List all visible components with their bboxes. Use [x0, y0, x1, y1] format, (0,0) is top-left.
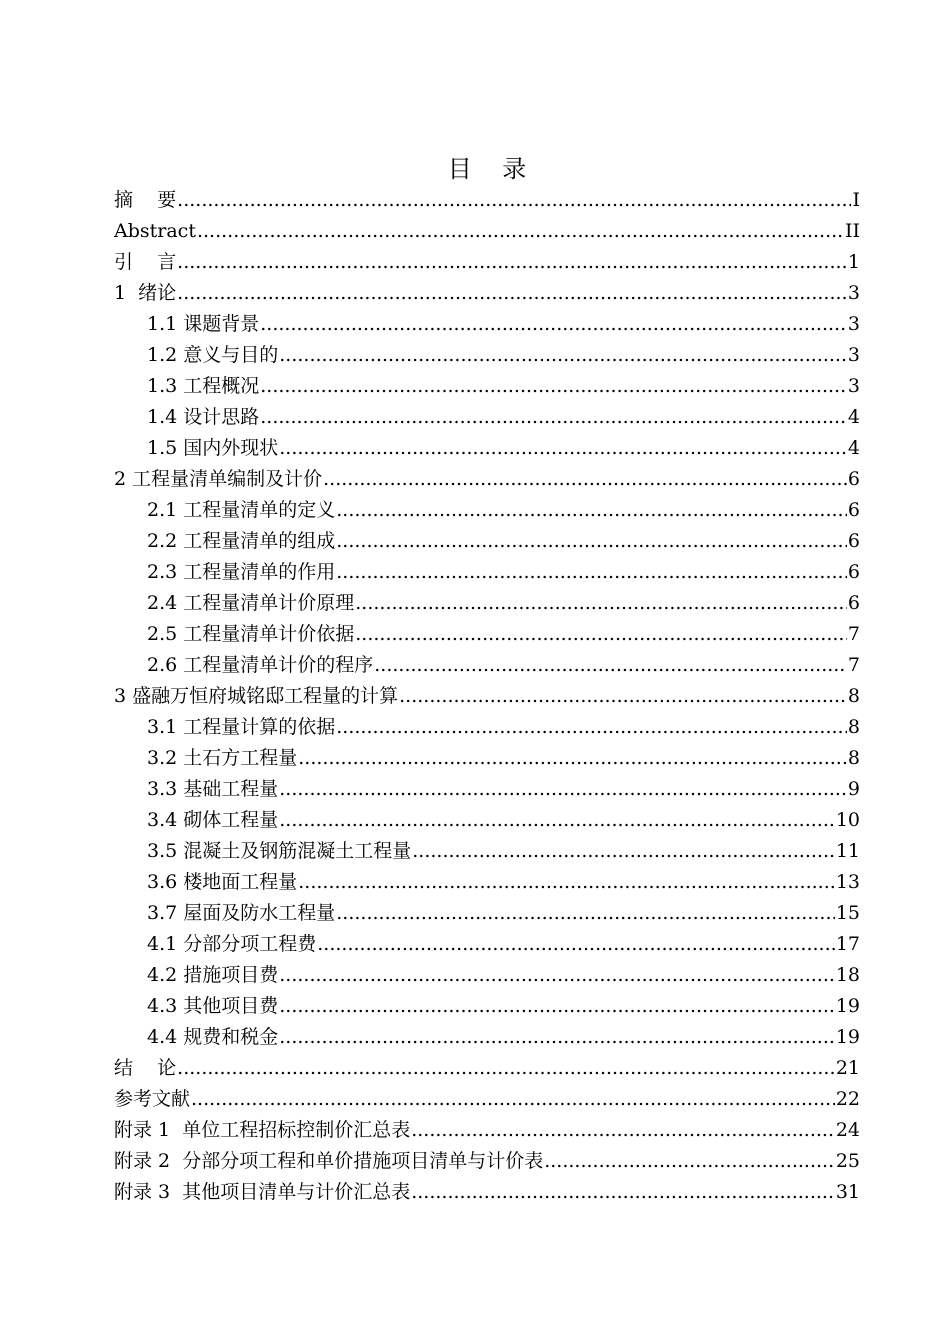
toc-entry-page-number: 6: [847, 468, 860, 490]
toc-entry-label: 1.3 工程概况: [147, 375, 260, 397]
toc-entry-label: 3.4 砌体工程量: [147, 809, 279, 831]
toc-entry-label: 1.4 设计思路: [147, 406, 260, 428]
toc-dot-leader: [399, 681, 847, 712]
toc-entry-page-number: 3: [847, 375, 860, 397]
toc-entry[interactable]: [114, 681, 860, 712]
toc-entry-label: 附录 2 分部分项工程和单价措施项目清单与计价表: [114, 1150, 544, 1172]
toc-entry-page-number: 3: [847, 344, 860, 366]
toc-entry-label: 2.3 工程量清单的作用: [147, 561, 336, 583]
toc-entry-label: 3.5 混凝土及钢筋混凝土工程量: [147, 840, 412, 862]
toc-entry-label: 摘 要: [114, 189, 177, 211]
toc-dot-leader: [336, 557, 847, 588]
toc-dot-leader: [336, 712, 847, 743]
toc-entry-label: 参考文献: [114, 1088, 191, 1110]
toc-dot-leader: [317, 929, 835, 960]
toc-dot-leader: [279, 1022, 835, 1053]
toc-dot-leader: [197, 216, 844, 247]
toc-entry-page-number: 18: [835, 964, 860, 986]
toc-entry[interactable]: [114, 402, 860, 433]
toc-entry-page-number: 1: [847, 251, 860, 273]
toc-entry-label: 4.1 分部分项工程费: [147, 933, 317, 955]
toc-title: 目 录: [447, 155, 527, 183]
toc-entry[interactable]: [114, 1084, 860, 1115]
toc-entry[interactable]: [114, 991, 860, 1022]
toc-dot-leader: [279, 960, 835, 991]
toc-entry[interactable]: [114, 1053, 860, 1084]
toc-entry-label: 附录 3 其他项目清单与计价汇总表: [114, 1181, 411, 1203]
toc-entry-page-number: 25: [835, 1150, 860, 1172]
toc-entry-label: 3.6 楼地面工程量: [147, 871, 298, 893]
toc-dot-leader: [279, 433, 847, 464]
toc-entry-page-number: 11: [835, 840, 860, 862]
toc-dot-leader: [260, 402, 847, 433]
toc-entry[interactable]: [114, 650, 860, 681]
toc-entry-label: 1.1 课题背景: [147, 313, 260, 335]
toc-dot-leader: [260, 371, 847, 402]
toc-entry[interactable]: [114, 247, 860, 278]
toc-entry-page-number: 6: [847, 561, 860, 583]
toc-dot-leader: [336, 898, 835, 929]
toc-entry[interactable]: [114, 774, 860, 805]
toc-dot-leader: [544, 1146, 835, 1177]
toc-entry-label: 4.4 规费和税金: [147, 1026, 279, 1048]
toc-entry-page-number: 13: [835, 871, 860, 893]
toc-entry-label: 结 论: [114, 1057, 177, 1079]
toc-entry-page-number: I: [852, 189, 860, 211]
toc-dot-leader: [336, 526, 847, 557]
toc-entry-page-number: 24: [835, 1119, 860, 1141]
toc-dot-leader: [355, 588, 847, 619]
toc-entry-page-number: 8: [847, 747, 860, 769]
toc-entry[interactable]: [114, 1022, 860, 1053]
toc-entry-label: 2.6 工程量清单计价的程序: [147, 654, 374, 676]
table-of-contents: [114, 185, 860, 1208]
toc-dot-leader: [279, 805, 835, 836]
toc-dot-leader: [412, 836, 835, 867]
toc-entry[interactable]: [114, 433, 860, 464]
toc-entry-label: 附录 1 单位工程招标控制价汇总表: [114, 1119, 411, 1141]
toc-entry-label: 4.3 其他项目费: [147, 995, 279, 1017]
toc-entry[interactable]: [114, 619, 860, 650]
toc-dot-leader: [260, 309, 847, 340]
toc-entry-label: 2.2 工程量清单的组成: [147, 530, 336, 552]
toc-entry-label: Abstract: [114, 220, 196, 242]
toc-entry[interactable]: [114, 185, 860, 216]
toc-entry-page-number: 6: [847, 592, 860, 614]
toc-entry[interactable]: [114, 1177, 860, 1208]
toc-entry-label: 2.1 工程量清单的定义: [147, 499, 336, 521]
toc-entry-label: 3.2 土石方工程量: [147, 747, 298, 769]
toc-entry[interactable]: [114, 712, 860, 743]
toc-entry[interactable]: [114, 1146, 860, 1177]
toc-entry-page-number: 7: [847, 654, 860, 676]
toc-entry[interactable]: [114, 371, 860, 402]
toc-entry-label: 引 言: [114, 251, 177, 273]
toc-dot-leader: [374, 650, 847, 681]
toc-entry[interactable]: [114, 340, 860, 371]
toc-dot-leader: [355, 619, 847, 650]
toc-dot-leader: [411, 1115, 835, 1146]
toc-dot-leader: [298, 867, 835, 898]
toc-entry-page-number: 9: [847, 778, 860, 800]
toc-entry[interactable]: [114, 588, 860, 619]
toc-entry-label: 1.5 国内外现状: [147, 437, 279, 459]
toc-dot-leader: [298, 743, 847, 774]
toc-dot-leader: [279, 774, 847, 805]
toc-entry-page-number: 15: [835, 902, 860, 924]
toc-entry-page-number: 31: [835, 1181, 860, 1203]
toc-entry-page-number: 3: [847, 313, 860, 335]
toc-entry-label: 3.7 屋面及防水工程量: [147, 902, 336, 924]
toc-entry-page-number: 3: [847, 282, 860, 304]
toc-dot-leader: [323, 464, 847, 495]
toc-dot-leader: [336, 495, 847, 526]
toc-dot-leader: [411, 1177, 835, 1208]
toc-entry-label: 3 盛融万恒府城铭邸工程量的计算: [114, 685, 399, 707]
toc-dot-leader: [191, 1084, 835, 1115]
toc-entry-page-number: 6: [847, 530, 860, 552]
toc-entry-page-number: 19: [835, 1026, 860, 1048]
toc-entry-page-number: 8: [847, 716, 860, 738]
toc-entry-label: 2.4 工程量清单计价原理: [147, 592, 355, 614]
toc-entry[interactable]: [114, 805, 860, 836]
toc-entry-page-number: II: [844, 220, 860, 242]
toc-dot-leader: [177, 247, 847, 278]
toc-entry[interactable]: [114, 309, 860, 340]
toc-entry-page-number: 21: [835, 1057, 860, 1079]
toc-entry[interactable]: [114, 464, 860, 495]
toc-entry[interactable]: [114, 836, 860, 867]
toc-dot-leader: [177, 1053, 835, 1084]
toc-entry[interactable]: [114, 557, 860, 588]
toc-dot-leader: [177, 185, 851, 216]
toc-entry-page-number: 19: [835, 995, 860, 1017]
toc-entry-label: 1.2 意义与目的: [147, 344, 279, 366]
toc-entry-label: 2.5 工程量清单计价依据: [147, 623, 355, 645]
toc-entry-page-number: 6: [847, 499, 860, 521]
toc-entry[interactable]: [114, 960, 860, 991]
toc-dot-leader: [279, 991, 835, 1022]
toc-entry[interactable]: [114, 898, 860, 929]
toc-entry-page-number: 8: [847, 685, 860, 707]
toc-entry-page-number: 4: [847, 437, 860, 459]
toc-dot-leader: [279, 340, 847, 371]
toc-entry[interactable]: [114, 929, 860, 960]
toc-entry[interactable]: [114, 1115, 860, 1146]
toc-dot-leader: [177, 278, 847, 309]
toc-entry-page-number: 17: [835, 933, 860, 955]
toc-entry[interactable]: [114, 278, 860, 309]
toc-entry[interactable]: [114, 216, 860, 247]
toc-entry[interactable]: [114, 743, 860, 774]
toc-entry-page-number: 7: [847, 623, 860, 645]
toc-entry-label: 3.1 工程量计算的依据: [147, 716, 336, 738]
toc-entry-label: 3.3 基础工程量: [147, 778, 279, 800]
toc-entry-page-number: 10: [835, 809, 860, 831]
toc-entry[interactable]: [114, 526, 860, 557]
toc-entry-page-number: 4: [847, 406, 860, 428]
toc-entry[interactable]: [114, 495, 860, 526]
toc-entry-page-number: 22: [835, 1088, 860, 1110]
toc-entry[interactable]: [114, 867, 860, 898]
toc-entry-label: 2 工程量清单编制及计价: [114, 468, 323, 490]
toc-entry-label: 1 绪论: [114, 282, 177, 304]
toc-entry-label: 4.2 措施项目费: [147, 964, 279, 986]
